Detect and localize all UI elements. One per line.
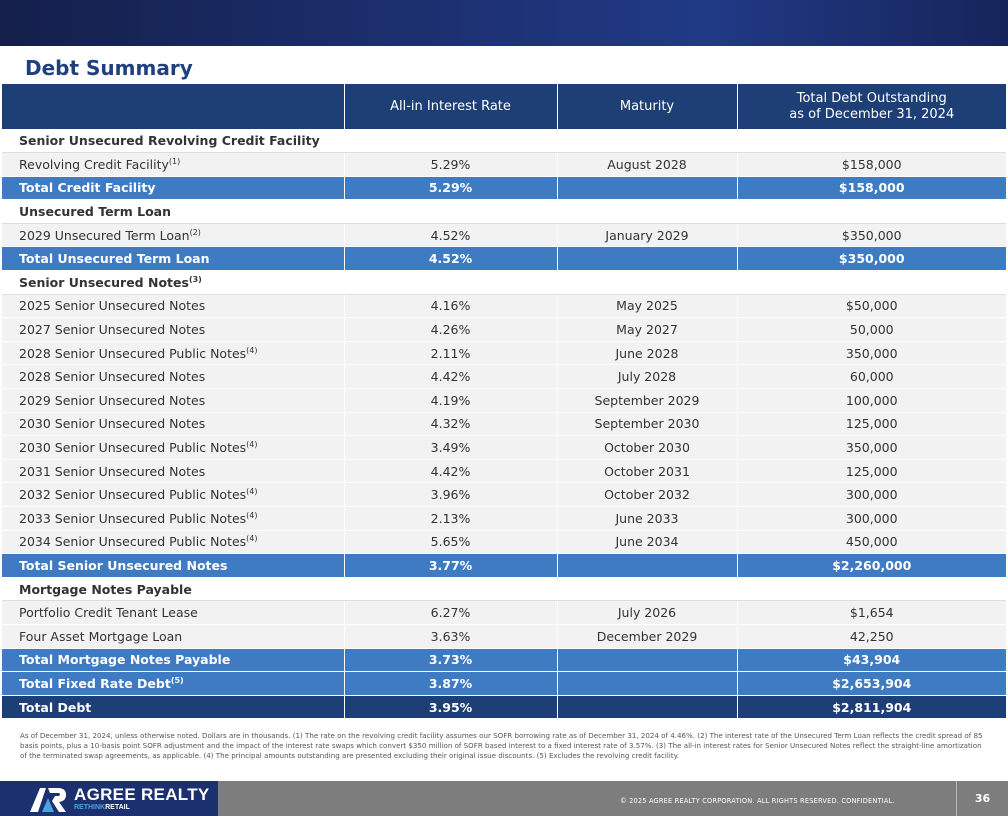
table-total-row [2, 247, 1006, 271]
row-label-cell [2, 459, 344, 483]
table-row [2, 483, 1006, 507]
amount-cell: $1,654 [737, 601, 1006, 625]
row-label-cell [2, 271, 344, 295]
table-row [2, 436, 1006, 460]
rate-cell: 4.52% [344, 247, 557, 271]
row-label: 2030 Senior Unsecured Notes [19, 416, 206, 432]
table-total-row [2, 176, 1006, 200]
rate-cell: 3.96% [344, 483, 557, 507]
maturity-cell [557, 271, 737, 295]
rate-cell: 2.11% [344, 341, 557, 365]
table-row [2, 601, 1006, 625]
row-label-cell [2, 200, 344, 224]
agree-realty-logo-icon [28, 786, 68, 812]
maturity-cell: January 2029 [557, 223, 737, 247]
rate-cell: 3.95% [344, 695, 557, 719]
rate-cell: 5.29% [344, 176, 557, 200]
maturity-cell: July 2026 [557, 601, 737, 625]
row-label: Total Unsecured Term Loan [19, 251, 210, 267]
row-label-cell [2, 601, 344, 625]
rate-cell: 4.52% [344, 223, 557, 247]
rate-cell: 4.16% [344, 294, 557, 318]
footnote-marker: (4) [246, 510, 258, 520]
row-label-cell [2, 176, 344, 200]
amount-cell: 350,000 [737, 341, 1006, 365]
amount-cell: $158,000 [737, 176, 1006, 200]
row-label: Total Mortgage Notes Payable [19, 652, 231, 668]
table-section-row [2, 200, 1006, 224]
amount-cell [737, 129, 1006, 153]
footnote-marker: (4) [246, 345, 258, 355]
rate-cell: 3.77% [344, 554, 557, 578]
row-label: 2032 Senior Unsecured Public Notes [19, 487, 247, 503]
row-label: Four Asset Mortgage Loan [19, 628, 183, 644]
amount-cell: 350,000 [737, 436, 1006, 460]
row-label: 2029 Unsecured Term Loan [19, 227, 190, 243]
rate-cell: 3.73% [344, 648, 557, 672]
table-row [2, 341, 1006, 365]
maturity-cell: May 2025 [557, 294, 737, 318]
header-interest-rate: All-in Interest Rate [344, 84, 557, 129]
maturity-cell: May 2027 [557, 318, 737, 342]
row-label-cell [2, 247, 344, 271]
maturity-cell: August 2028 [557, 153, 737, 177]
maturity-cell [557, 577, 737, 601]
header-label-column [2, 84, 344, 129]
header-total-debt-line2: as of December 31, 2024 [789, 106, 955, 122]
maturity-cell: October 2032 [557, 483, 737, 507]
table-row [2, 507, 1006, 531]
maturity-cell [557, 695, 737, 719]
table-row [2, 412, 1006, 436]
top-banner [0, 0, 1008, 46]
maturity-cell: October 2031 [557, 459, 737, 483]
row-label: 2033 Senior Unsecured Public Notes [19, 510, 247, 526]
table-row [2, 530, 1006, 554]
row-label-cell [2, 294, 344, 318]
header-maturity: Maturity [557, 84, 737, 129]
amount-cell: $50,000 [737, 294, 1006, 318]
table-row [2, 389, 1006, 413]
amount-cell: 60,000 [737, 365, 1006, 389]
maturity-cell [557, 176, 737, 200]
company-logo [0, 781, 218, 816]
copyright-notice: © 2025 AGREE REALTY CORPORATION. ALL RIGHTS RESERVED. CONFIDENTIAL. [620, 797, 895, 805]
table-total-row [2, 648, 1006, 672]
row-label-cell [2, 389, 344, 413]
row-label: 2028 Senior Unsecured Notes [19, 369, 206, 385]
maturity-cell [557, 554, 737, 578]
row-label: 2034 Senior Unsecured Public Notes [19, 534, 247, 550]
row-label-cell [2, 341, 344, 365]
rate-cell: 3.49% [344, 436, 557, 460]
amount-cell: 100,000 [737, 389, 1006, 413]
row-label-cell [2, 436, 344, 460]
row-label: Total Credit Facility [19, 180, 156, 196]
footnote-marker: (4) [246, 439, 258, 449]
row-label-cell [2, 318, 344, 342]
row-label: Senior Unsecured Revolving Credit Facility [19, 133, 320, 149]
row-label: 2031 Senior Unsecured Notes [19, 463, 206, 479]
rate-cell [344, 271, 557, 295]
rate-cell: 4.19% [344, 389, 557, 413]
row-label-cell [2, 672, 344, 696]
rate-cell: 4.32% [344, 412, 557, 436]
row-label: Mortgage Notes Payable [19, 581, 192, 597]
row-label-cell [2, 530, 344, 554]
rate-cell [344, 200, 557, 224]
table-header-row [2, 84, 1006, 129]
row-label-cell [2, 554, 344, 578]
amount-cell [737, 200, 1006, 224]
rate-cell [344, 129, 557, 153]
maturity-cell [557, 648, 737, 672]
table-row [2, 153, 1006, 177]
table-section-row [2, 271, 1006, 295]
row-label-cell [2, 624, 344, 648]
footnote-marker: (5) [170, 675, 184, 685]
amount-cell: 450,000 [737, 530, 1006, 554]
table-row [2, 365, 1006, 389]
row-label: 2030 Senior Unsecured Public Notes [19, 440, 247, 456]
page-number: 36 [956, 781, 1008, 816]
footnote: As of December 31, 2024, unless otherwise noted. Dollars are in thousands. (1) The rate on the revolving credit facility assumes our SOFR borrowing rate as of December 31, 2024 of 4.46%. (2) The interest rate of the Unsecured Term Loan reflects the credit spread of 85 basis points, plus a 10-basis point SOFR adjustment and the impact of the interest rate swaps which convert $350 million of SOFR based interest to a fixed interest rate of 3.57%. (3) The all-in interest rates for Senior Unsecured Notes reflect the straight-line amortization of the terminated swap agreements, as applicable. (4) The principal amounts outstanding are presented excluding their original issue discounts. (5) Excludes the revolving credit facility. [20, 731, 983, 760]
maturity-cell [557, 672, 737, 696]
rate-cell: 2.13% [344, 507, 557, 531]
logo-name: AGREE REALTY [74, 784, 210, 804]
row-label: Senior Unsecured Notes [19, 274, 189, 290]
maturity-cell: October 2030 [557, 436, 737, 460]
amount-cell: $350,000 [737, 223, 1006, 247]
amount-cell: 125,000 [737, 459, 1006, 483]
debt-summary-table [2, 84, 1006, 719]
row-label-cell [2, 507, 344, 531]
table-row [2, 318, 1006, 342]
rate-cell: 3.63% [344, 624, 557, 648]
rate-cell [344, 577, 557, 601]
table-section-row [2, 577, 1006, 601]
row-label: 2025 Senior Unsecured Notes [19, 298, 206, 314]
rate-cell: 5.65% [344, 530, 557, 554]
row-label: 2029 Senior Unsecured Notes [19, 392, 206, 408]
table-row [2, 624, 1006, 648]
row-label: Total Fixed Rate Debt [19, 675, 171, 691]
page-title: Debt Summary [25, 56, 193, 80]
row-label: Total Senior Unsecured Notes [19, 557, 228, 573]
row-label-cell [2, 648, 344, 672]
table-body [2, 129, 1006, 719]
amount-cell: $43,904 [737, 648, 1006, 672]
table-row [2, 459, 1006, 483]
maturity-cell: December 2029 [557, 624, 737, 648]
table-row [2, 223, 1006, 247]
amount-cell: 300,000 [737, 507, 1006, 531]
footnote-marker: (4) [246, 487, 258, 497]
maturity-cell: June 2033 [557, 507, 737, 531]
header-total-debt-line1: Total Debt Outstanding [796, 90, 947, 106]
table-total-row [2, 554, 1006, 578]
maturity-cell: September 2030 [557, 412, 737, 436]
rate-cell: 4.26% [344, 318, 557, 342]
maturity-cell [557, 247, 737, 271]
table-total-row [2, 672, 1006, 696]
row-label-cell [2, 483, 344, 507]
row-label: Total Debt [19, 699, 92, 715]
rate-cell: 5.29% [344, 153, 557, 177]
row-label-cell [2, 695, 344, 719]
logo-text [74, 786, 210, 812]
row-label: 2027 Senior Unsecured Notes [19, 322, 206, 338]
maturity-cell: June 2028 [557, 341, 737, 365]
rate-cell: 6.27% [344, 601, 557, 625]
row-label-cell [2, 577, 344, 601]
amount-cell: $158,000 [737, 153, 1006, 177]
footnote-marker: (1) [168, 156, 181, 166]
amount-cell: 125,000 [737, 412, 1006, 436]
table-row [2, 294, 1006, 318]
footnote-marker: (2) [189, 227, 201, 237]
row-label: Portfolio Credit Tenant Lease [19, 605, 198, 621]
maturity-cell [557, 200, 737, 224]
rate-cell: 3.87% [344, 672, 557, 696]
logo-tagline: RETHINKRETAIL [74, 803, 130, 811]
amount-cell: $2,260,000 [737, 554, 1006, 578]
row-label: Revolving Credit Facility [19, 156, 169, 172]
rate-cell: 4.42% [344, 365, 557, 389]
footnote-marker: (3) [188, 274, 202, 284]
row-label: 2028 Senior Unsecured Public Notes [19, 345, 247, 361]
footnote-marker: (4) [246, 534, 258, 544]
amount-cell [737, 271, 1006, 295]
amount-cell: 300,000 [737, 483, 1006, 507]
maturity-cell: July 2028 [557, 365, 737, 389]
table-total-row [2, 695, 1006, 719]
amount-cell: $2,811,904 [737, 695, 1006, 719]
row-label-cell [2, 223, 344, 247]
amount-cell: 42,250 [737, 624, 1006, 648]
header-total-debt [737, 84, 1006, 129]
amount-cell [737, 577, 1006, 601]
row-label: Unsecured Term Loan [19, 204, 171, 220]
amount-cell: $2,653,904 [737, 672, 1006, 696]
row-label-cell [2, 129, 344, 153]
row-label-cell [2, 153, 344, 177]
row-label-cell [2, 365, 344, 389]
row-label-cell [2, 412, 344, 436]
maturity-cell: September 2029 [557, 389, 737, 413]
table-section-row [2, 129, 1006, 153]
amount-cell: $350,000 [737, 247, 1006, 271]
maturity-cell: June 2034 [557, 530, 737, 554]
rate-cell: 4.42% [344, 459, 557, 483]
amount-cell: 50,000 [737, 318, 1006, 342]
maturity-cell [557, 129, 737, 153]
